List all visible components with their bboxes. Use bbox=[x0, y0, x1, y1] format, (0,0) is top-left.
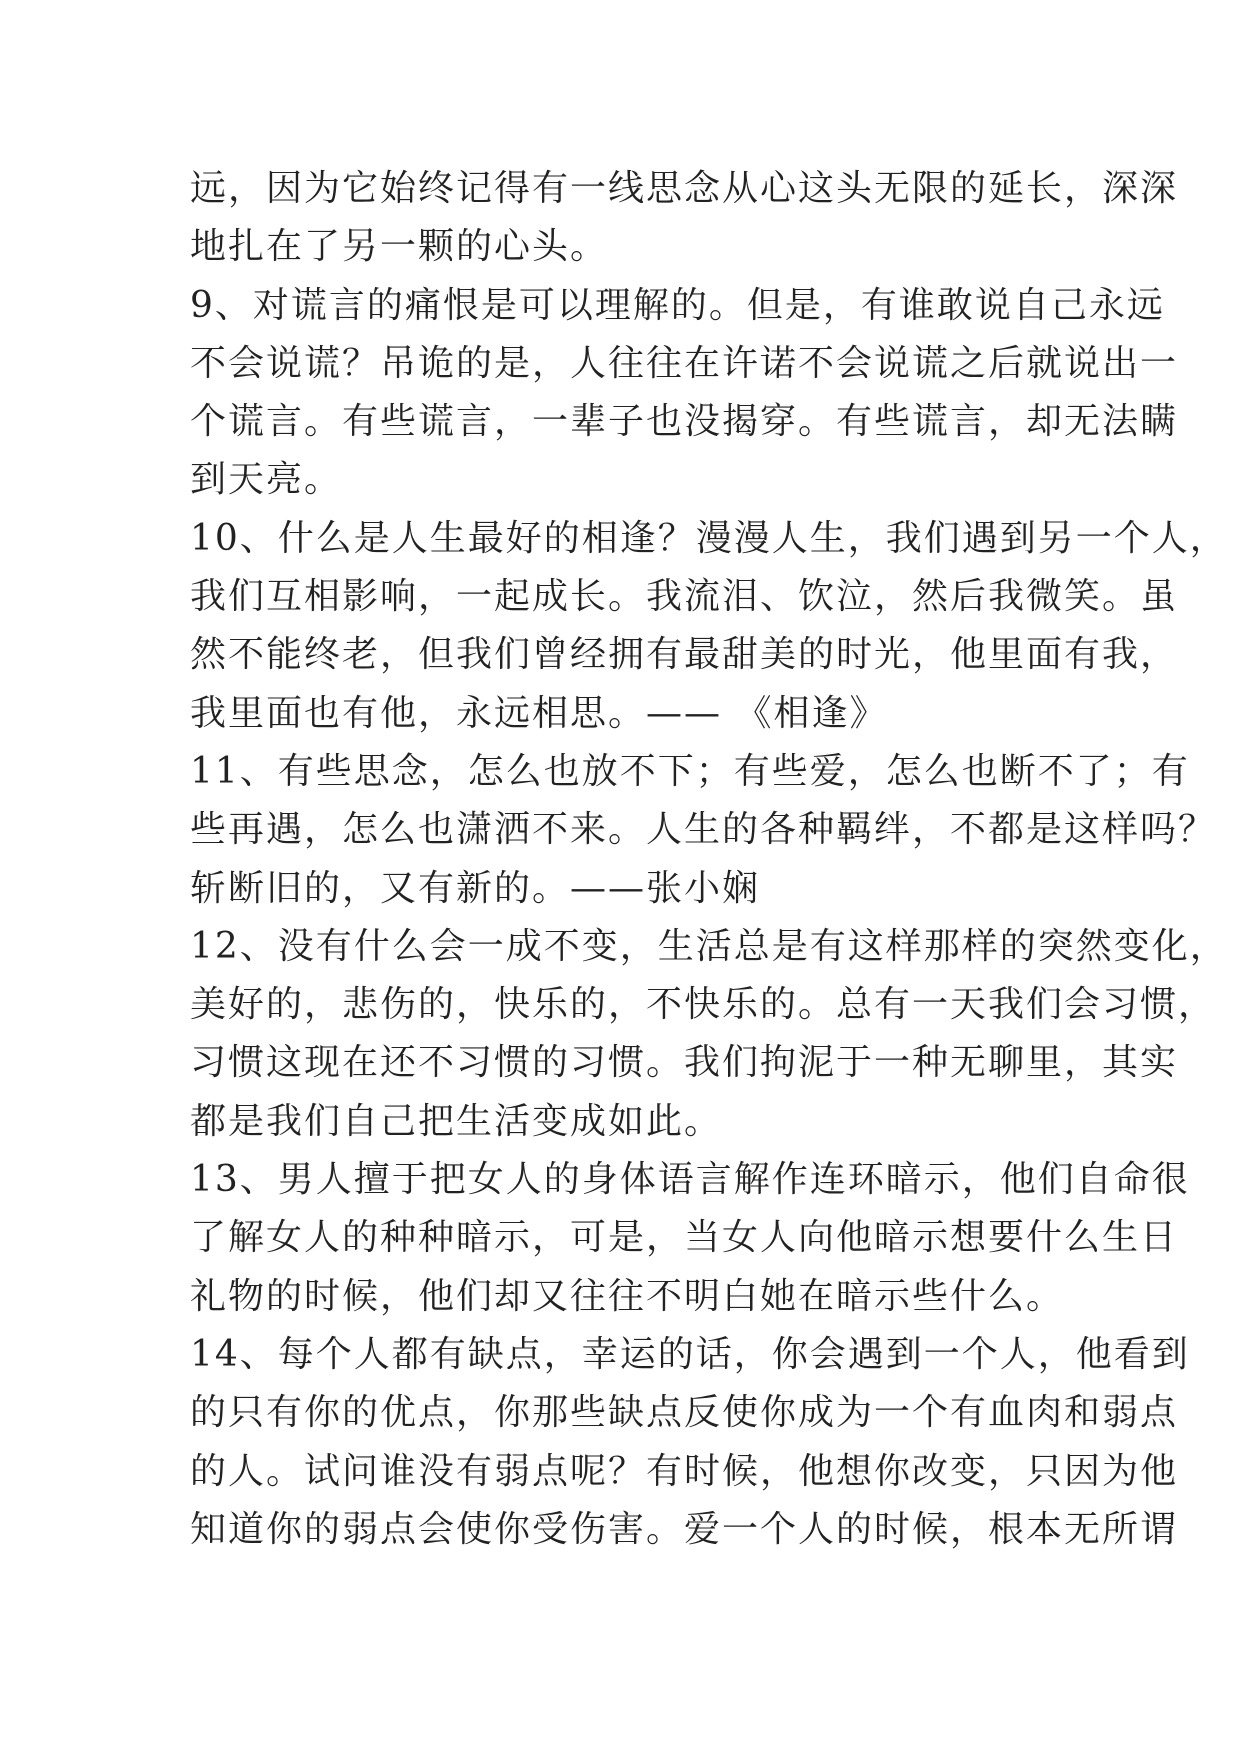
text-line: 然不能终老，但我们曾经拥有最甜美的时光，他里面有我， bbox=[190, 634, 1179, 676]
text-line: 的人。试问谁没有弱点呢？有时候，他想你改变，只因为他 bbox=[190, 1450, 1179, 1492]
text-line: 的只有你的优点，你那些缺点反使你成为一个有血肉和弱点 bbox=[190, 1392, 1179, 1434]
text-line: 11、有些思念，怎么也放不下；有些爱，怎么也断不了；有 bbox=[190, 750, 1190, 792]
text-line: 习惯这现在还不习惯的习惯。我们拘泥于一种无聊里，其实 bbox=[190, 1042, 1179, 1084]
text-line: 礼物的时候，他们却又往往不明白她在暗示些什么。 bbox=[190, 1275, 1065, 1317]
text-line: 到天亮。 bbox=[190, 459, 343, 501]
text-line: 地扎在了另一颗的心头。 bbox=[190, 226, 609, 268]
text-line: 我们互相影响，一起成长。我流泪、饮泣，然后我微笑。虽 bbox=[190, 576, 1179, 618]
text-line: 些再遇，怎么也潇洒不来。人生的各种羁绊，不都是这样吗？ bbox=[190, 809, 1217, 851]
text-line: 不会说谎？吊诡的是，人往往在许诺不会说谎之后就说出一 bbox=[190, 342, 1179, 384]
text-line: 了解女人的种种暗示，可是，当女人向他暗示想要什么生日 bbox=[190, 1217, 1179, 1259]
text-line: 12、没有什么会一成不变，生活总是有这样那样的突然变化， bbox=[190, 925, 1228, 967]
document-body bbox=[190, 160, 1228, 1559]
text-line: 9、对谎言的痛恨是可以理解的。但是，有谁敢说自己永远 bbox=[190, 284, 1165, 326]
text-line: 知道你的弱点会使你受伤害。爱一个人的时候，根本无所谓 bbox=[190, 1508, 1179, 1550]
text-line: 10、什么是人生最好的相逢？漫漫人生，我们遇到另一个人， bbox=[190, 517, 1228, 559]
text-line: 我里面也有他，永远相思。—— 《相逢》 bbox=[190, 692, 888, 734]
text-line: 都是我们自己把生活变成如此。 bbox=[190, 1100, 723, 1142]
text-line: 美好的，悲伤的，快乐的，不快乐的。总有一天我们会习惯， bbox=[190, 984, 1217, 1026]
text-line: 远，因为它始终记得有一线思念从心这头无限的延长，深深 bbox=[190, 168, 1179, 209]
text-line: 斩断旧的，又有新的。——张小娴 bbox=[190, 867, 761, 909]
text-line: 14、每个人都有缺点，幸运的话，你会遇到一个人，他看到 bbox=[190, 1333, 1190, 1375]
text-line: 13、男人擅于把女人的身体语言解作连环暗示，他们自命很 bbox=[190, 1159, 1190, 1201]
text-line: 个谎言。有些谎言，一辈子也没揭穿。有些谎言，却无法瞒 bbox=[190, 401, 1179, 443]
